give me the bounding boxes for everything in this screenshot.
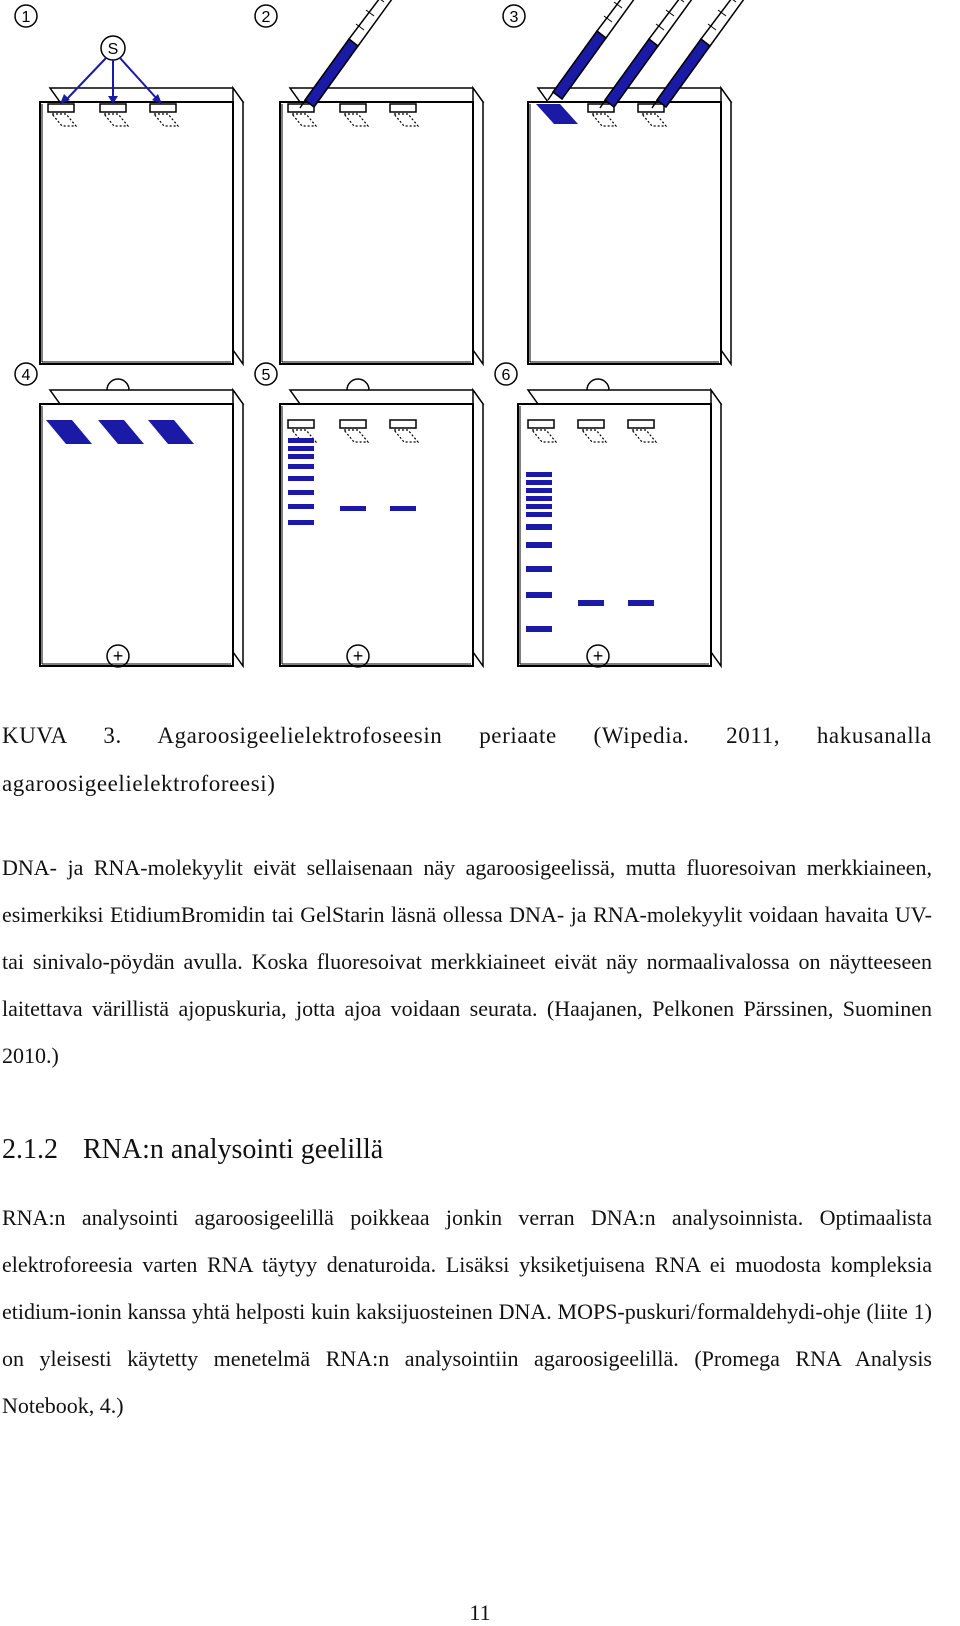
sample-label: S <box>107 41 119 58</box>
step-number-1: 1 <box>21 9 31 26</box>
pipette-icon <box>548 0 656 100</box>
step-3-panel <box>503 0 760 364</box>
step-number-2: 2 <box>261 9 271 26</box>
step-1-panel <box>15 5 243 364</box>
step-5-panel <box>255 363 483 667</box>
step-4-panel <box>15 363 243 667</box>
anode-plus-icon: + <box>592 646 604 666</box>
anode-plus-icon: + <box>352 646 364 666</box>
figure-caption: KUVA 3. Agaroosigeelielektrofoseesin periaate (Wipedia. 2011, hakusanalla agaroosigeelielektroforeesi) <box>2 723 932 796</box>
body-paragraph-rna-analysis: RNA:n analysointi agaroosigeelillä poikkeaa jonkin verran DNA:n analysoinnista. Optimaalista elektroforeesia varten RNA täytyy denaturoida. Lisäksi yksiketjuisena RNA ei muodosta kompleksia etidium-ionin kanssa yhtä helposti kuin kaksijuosteinen DNA. MOPS-puskuri/formaldehydi-ohje (liite 1) on yleisesti käytetty menetelmä RNA:n analysointiin agaroosigeelillä. (Promega RNA Analysis Notebook, 4.) <box>2 1205 932 1418</box>
anode-plus-icon: + <box>112 646 124 666</box>
step-6-panel <box>495 363 721 667</box>
step-number-4: 4 <box>21 367 31 384</box>
page-number: 11 <box>469 1600 491 1625</box>
body-paragraph-fluorescent-markers: DNA- ja RNA-molekyylit eivät sellaisenaan näy agaroosigeelissä, mutta fluoresoivan merkkiaineen, esimerkiksi EtidiumBromidin tai GelStarin läsnä ollessa DNA- ja RNA-molekyylit voidaan havaita UV- tai sinivalo-pöydän avulla. Koska fluoresoivat merkkiaineet eivät näy normaalivalossa on näytteeseen laitettava värillistä ajopuskuria, jotta ajoa voidaan seurata. (Haajanen, Pelkonen Pärssinen, Suominen 2010.) <box>2 855 932 1068</box>
step-number-5: 5 <box>261 367 271 384</box>
section-heading <box>2 1130 383 1170</box>
step-number-3: 3 <box>509 9 519 26</box>
electrophoresis-figure <box>0 0 960 700</box>
section-title: RNA:n analysointi geelillä <box>83 1134 384 1165</box>
step-2-panel <box>255 0 483 364</box>
section-number: 2.1.2 <box>2 1134 58 1165</box>
step-number-6: 6 <box>501 367 511 384</box>
